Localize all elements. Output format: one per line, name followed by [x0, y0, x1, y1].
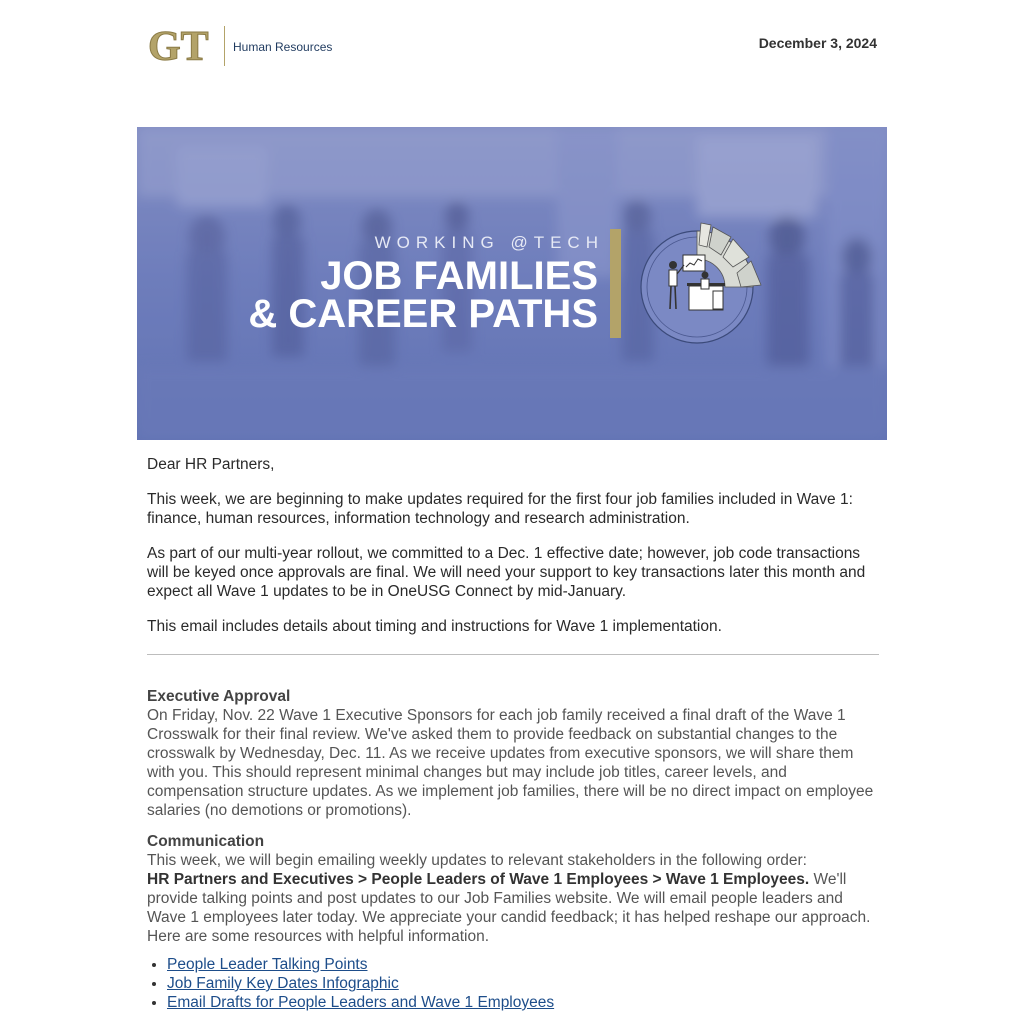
- gt-logo-icon: [148, 24, 216, 68]
- communication-intro: This week, we will begin emailing weekly updates to relevant stakeholders in the following order:: [147, 852, 807, 869]
- list-item: [167, 993, 879, 1012]
- banner-kicker: WORKING @TECH: [374, 233, 604, 252]
- list-item: [167, 974, 879, 993]
- email-body: [147, 455, 879, 1024]
- executive-approval-body: On Friday, Nov. 22 Wave 1 Executive Sponsors for each job family received a final draft of the Wave 1 Crosswalk for their final review. We've asked them to provide feedback on substantial changes to the crosswalk by Wednesday, Dec. 11. As we receive updates from executive sponsors, we will share them with you. This should represent minimal changes but may include job titles, career levels, and compensation structure updates. As we implement job families, there will be no direct impact on employee salaries (no demotions or promotions).: [147, 707, 874, 819]
- section-divider: [147, 654, 879, 655]
- communication-order: HR Partners and Executives > People Leaders of Wave 1 Employees > Wave 1 Employees.: [147, 871, 810, 888]
- executive-approval-section: [147, 687, 879, 820]
- communication-body: [147, 851, 879, 946]
- banner-title-line1: JOB FAMILIES: [320, 254, 598, 298]
- department-name: Human Resources: [233, 40, 333, 54]
- svg-text:GT: GT: [148, 24, 209, 68]
- executive-approval-heading: Executive Approval: [147, 688, 291, 705]
- logo-divider: [224, 26, 225, 66]
- gt-hr-logo[interactable]: [148, 24, 332, 68]
- email-date: December 3, 2024: [758, 35, 877, 51]
- communication-heading: Communication: [147, 833, 265, 850]
- banner-title-line2: & CAREER PATHS: [248, 292, 598, 336]
- greeting: Dear HR Partners,: [147, 456, 275, 473]
- details-paragraph: This email includes details about timing and instructions for Wave 1 implementation.: [147, 618, 722, 635]
- communication-section: [147, 832, 879, 1012]
- intro-paragraph: This week, we are beginning to make updates required for the first four job families included in Wave 1: finance, human resources, information technology and research administration.: [147, 491, 853, 527]
- talking-points-link[interactable]: People Leader Talking Points: [167, 956, 368, 973]
- people-with-chart-icon: [627, 217, 777, 352]
- communication-rest: We'll provide talking points and post updates to our Job Families website. We will email people leaders and Wave 1 employees later today. We appreciate your candid feedback; it has helped reshape our approach. Here are some resources with helpful information.: [147, 871, 871, 945]
- resource-links-list: [147, 955, 879, 1012]
- banner-text-group: [248, 233, 604, 336]
- gold-accent-bar: [610, 229, 621, 338]
- rollout-paragraph: As part of our multi-year rollout, we committed to a Dec. 1 effective date; however, job code transactions will be keyed once approvals are final. We will need your support to key transactions later this month and expect all Wave 1 updates to be in OneUSG Connect by mid-January.: [147, 545, 866, 600]
- list-item: [167, 955, 879, 974]
- email-header: [0, 0, 1024, 90]
- email-drafts-link[interactable]: Email Drafts for People Leaders and Wave 1 Employees: [167, 994, 555, 1011]
- hero-banner: [137, 127, 887, 440]
- key-dates-infographic-link[interactable]: Job Family Key Dates Infographic: [167, 975, 399, 992]
